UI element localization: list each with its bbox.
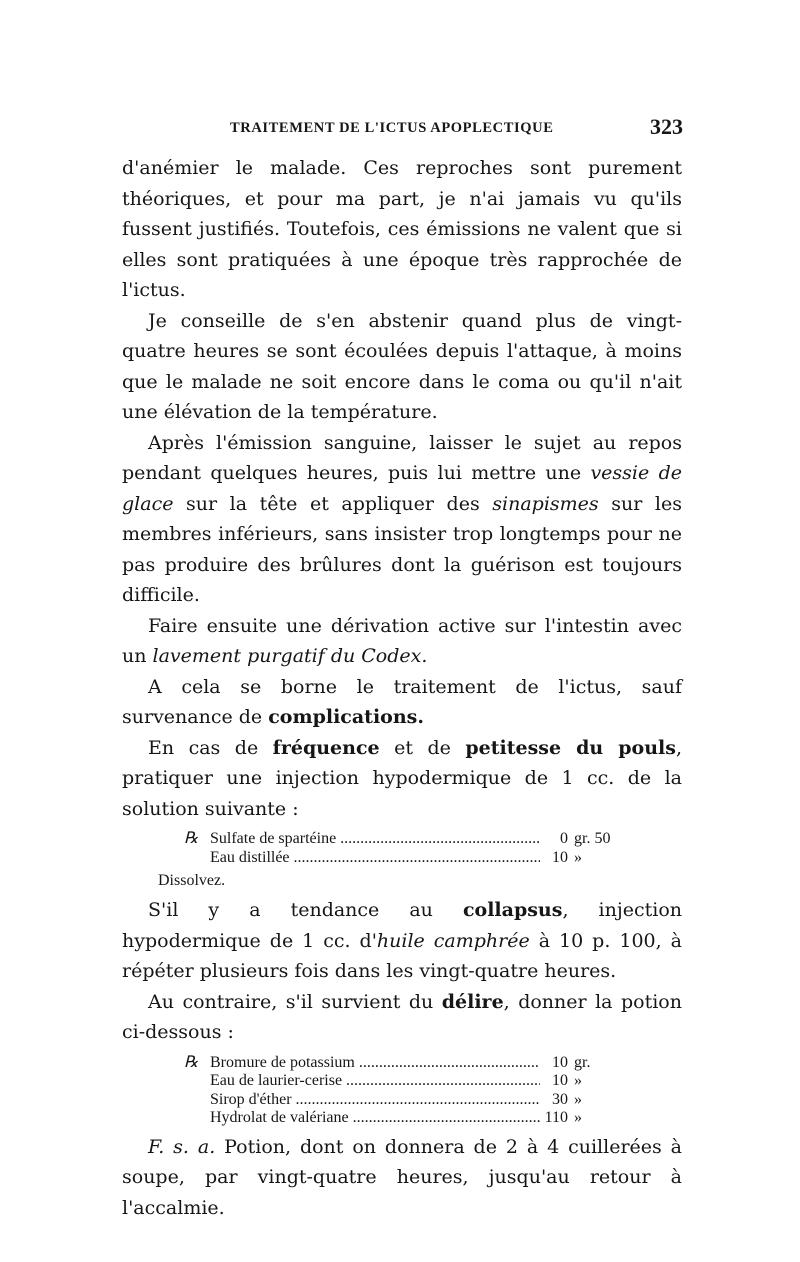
- ingredient-unit: »: [574, 848, 582, 866]
- ingredient-name: Sirop d'éther .....: [210, 1091, 540, 1110]
- ingredient-unit: »: [574, 1090, 582, 1108]
- paragraph-derivation: Faire ensuite une dérivation active sur l'intestin avec un lavement purgatif du Codex.: [122, 614, 682, 667]
- abbreviation-fsa: F. s. a.: [148, 1135, 216, 1158]
- term-camphor-oil: huile camphrée: [376, 929, 530, 952]
- ingredient-unit: gr.: [574, 1053, 591, 1071]
- term-collapse: collapsus: [462, 899, 563, 921]
- paragraph-continuation: d'anémier le malade. Ces reproches sont purement théoriques, et pour ma part, je n'ai jamais vu qu'ils fussent justifiés. Toutefois, ces émissions ne valent que si elles sont pratiquées à une époque très rapprochée de l'ictus.: [122, 157, 682, 301]
- running-head: [118, 112, 683, 142]
- ingredient-name: Eau distillée .....: [210, 849, 540, 868]
- prescription-row: [122, 1054, 682, 1073]
- term-ice-bag: vessie de glace: [122, 462, 682, 515]
- prescription-potion: [122, 1054, 682, 1128]
- ingredient-name: Sulfate de spartéine .....: [210, 830, 540, 849]
- ingredient-unit: gr. 50: [574, 830, 611, 847]
- term-purgative-enema: lavement purgatif du Codex.: [152, 645, 428, 667]
- ingredient-quantity: 10: [552, 1053, 568, 1071]
- ingredient-quantity: 0: [560, 830, 568, 847]
- paragraph-delirium: Au contraire, s'il survient du délire, donner la potion ci-dessous :: [122, 990, 682, 1043]
- prescription-instruction: Dissolvez.: [158, 872, 226, 889]
- paragraph-abstention: Je conseille de s'en abstenir quand plus de vingt-quatre heures se sont écoulées depuis l'attaque, à moins que le malade ne soit encore dans le coma ou qu'il n'ait une élévation de la température.: [122, 309, 682, 423]
- prescription-row: [122, 849, 682, 868]
- prescription-sparteine: [122, 830, 682, 867]
- paragraph-complications: A cela se borne le traitement de l'ictus, sauf survenance de complications.: [122, 675, 682, 728]
- recipe-symbol: ℞: [184, 1053, 199, 1071]
- paragraph-potion-dosage: F. s. a. Potion, dont on donnera de 2 à 4 cuillerées à soupe, par vingt-quatre heures, jusqu'au retour à l'accalmie.: [122, 1135, 683, 1219]
- ingredient-quantity: 10: [552, 1072, 568, 1089]
- prescription-row: [122, 830, 682, 849]
- ingredient-quantity: 10: [552, 848, 568, 866]
- prescription-row: [122, 1091, 682, 1110]
- prescription-row: [122, 1072, 682, 1091]
- paragraph-after-bleeding: Après l'émission sanguine, laisser le sujet au repos pendant quelques heures, puis lui mettre une vessie de glace sur la tête et appliquer des sinapismes sur les membres inférieurs, sans insister trop longtemps pour ne pas produire des brûlures dont la guérison est toujours difficile.: [122, 431, 682, 606]
- ingredient-unit: »: [574, 1072, 582, 1089]
- recipe-symbol: ℞: [184, 830, 199, 847]
- term-complications: complications.: [268, 706, 424, 728]
- paragraph-pulse: En cas de fréquence et de petitesse du pouls, pratiquer une injection hypodermique de 1 cc. de la solution suivante :: [122, 736, 682, 820]
- paragraph-collapse: S'il y a tendance au collapsus, injection hypodermique de 1 cc. d'huile camphrée à 10 p. 100, à répéter plusieurs fois dans les vingt-quatre heures.: [122, 899, 682, 982]
- ingredient-name: Hydrolat de valériane .....: [210, 1109, 540, 1128]
- ingredient-name: Eau de laurier-cerise .....: [210, 1072, 540, 1091]
- page-number: 323: [650, 114, 683, 139]
- ingredient-name: Bromure de potassium .....: [210, 1054, 540, 1073]
- body-text: [122, 153, 682, 1223]
- term-sinapisms: sinapismes: [492, 492, 599, 515]
- prescription-row: [122, 1109, 682, 1128]
- running-head-title: TRAITEMENT DE L'ICTUS APOPLECTIQUE: [230, 120, 554, 136]
- ingredient-quantity: 30: [552, 1090, 568, 1108]
- term-weak-pulse: petitesse du pouls: [465, 736, 676, 759]
- term-delirium: délire: [441, 990, 504, 1013]
- term-frequency: fréquence: [272, 736, 380, 759]
- ingredient-quantity: 110: [544, 1109, 568, 1126]
- ingredient-unit: »: [574, 1109, 582, 1126]
